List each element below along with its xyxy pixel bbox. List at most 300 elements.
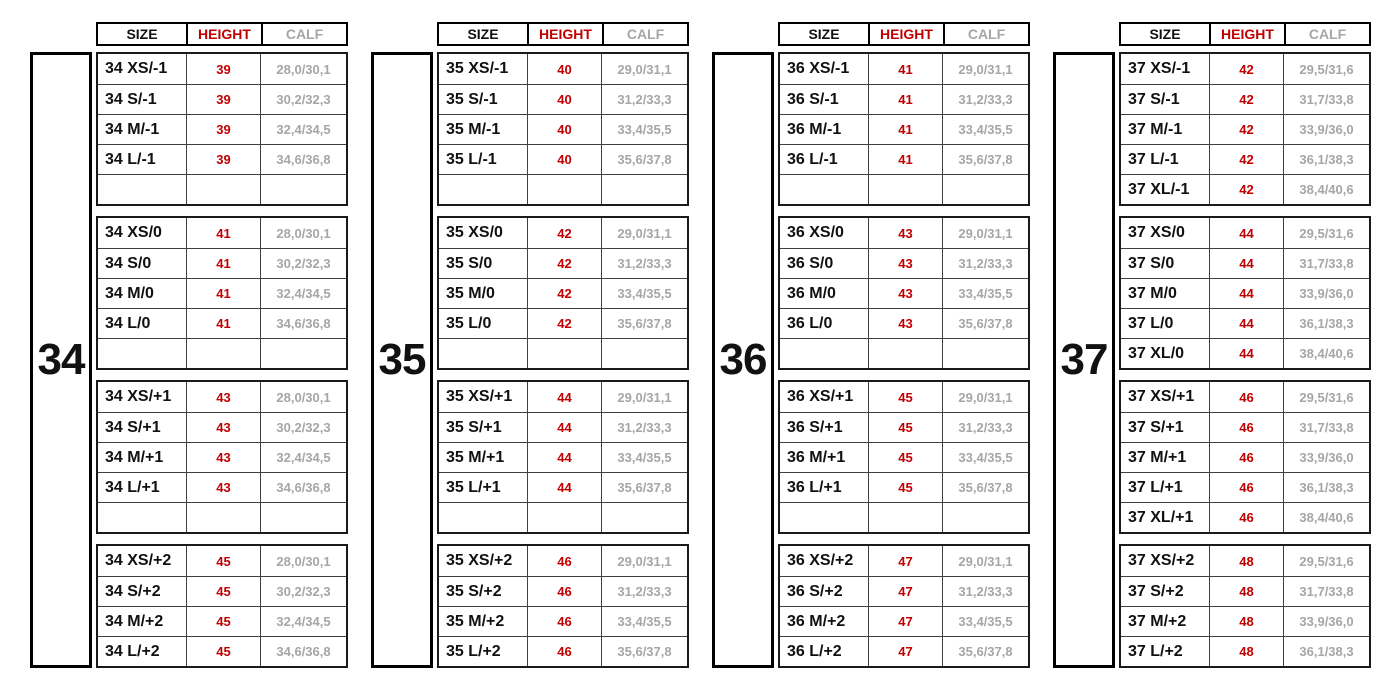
empty-row bbox=[780, 502, 1028, 532]
size-cell: 34 M/+2 bbox=[105, 612, 164, 630]
size-row bbox=[98, 576, 346, 606]
size-cell: 37 XS/0 bbox=[1128, 224, 1185, 241]
size-block bbox=[778, 52, 1030, 206]
height-cell: 41 bbox=[186, 279, 260, 308]
size-row bbox=[98, 114, 346, 144]
size-block bbox=[778, 544, 1030, 668]
height-cell: 45 bbox=[868, 413, 942, 442]
calf-cell: 29,5/31,6 bbox=[1283, 546, 1369, 576]
calf-cell: 32,4/34,5 bbox=[260, 279, 346, 308]
size-cell bbox=[98, 503, 186, 532]
height-cell: 40 bbox=[527, 85, 601, 114]
height-column-header: HEIGHT bbox=[868, 24, 943, 44]
height-cell bbox=[186, 175, 260, 204]
height-cell: 40 bbox=[527, 145, 601, 174]
size-cell: 37 M/-1 bbox=[1128, 120, 1183, 138]
height-column-header: HEIGHT bbox=[186, 24, 261, 44]
calf-cell: 33,9/36,0 bbox=[1283, 443, 1369, 472]
calf-cell: 29,0/31,1 bbox=[942, 218, 1028, 248]
calf-cell: 33,4/35,5 bbox=[601, 279, 687, 308]
calf-cell: 29,0/31,1 bbox=[601, 546, 687, 576]
calf-cell: 31,7/33,8 bbox=[1283, 85, 1369, 114]
size-column-header: SIZE bbox=[467, 26, 499, 42]
size-row bbox=[439, 248, 687, 278]
height-cell: 44 bbox=[1209, 249, 1283, 278]
size-row bbox=[780, 636, 1028, 666]
empty-row bbox=[98, 338, 346, 368]
shoe-size-box bbox=[371, 52, 433, 668]
calf-cell: 31,2/33,3 bbox=[942, 249, 1028, 278]
calf-cell bbox=[942, 175, 1028, 204]
height-cell: 42 bbox=[527, 309, 601, 338]
size-row bbox=[780, 382, 1028, 412]
size-cell: 35 M/-1 bbox=[446, 120, 501, 138]
shoe-size-label: 34 bbox=[37, 335, 85, 384]
size-cell bbox=[98, 339, 186, 368]
size-row bbox=[1121, 174, 1369, 204]
height-cell: 47 bbox=[868, 637, 942, 666]
height-cell: 45 bbox=[868, 443, 942, 472]
calf-cell: 38,4/40,6 bbox=[1283, 339, 1369, 368]
calf-cell: 33,4/35,5 bbox=[601, 115, 687, 144]
calf-cell: 35,6/37,8 bbox=[601, 145, 687, 174]
height-cell: 41 bbox=[186, 309, 260, 338]
calf-cell: 34,6/36,8 bbox=[260, 473, 346, 502]
calf-cell: 34,6/36,8 bbox=[260, 145, 346, 174]
calf-cell: 33,4/35,5 bbox=[601, 443, 687, 472]
size-cell: 34 XS/0 bbox=[105, 224, 162, 241]
size-cell: 35 L/+1 bbox=[446, 478, 501, 496]
calf-cell: 29,0/31,1 bbox=[942, 382, 1028, 412]
size-row bbox=[439, 144, 687, 174]
height-cell: 39 bbox=[186, 54, 260, 84]
calf-cell: 34,6/36,8 bbox=[260, 309, 346, 338]
size-row bbox=[98, 546, 346, 576]
size-row bbox=[1121, 606, 1369, 636]
height-cell: 46 bbox=[527, 637, 601, 666]
calf-cell: 36,1/38,3 bbox=[1283, 309, 1369, 338]
size-group bbox=[712, 22, 1030, 668]
size-row bbox=[98, 472, 346, 502]
size-cell: 37 S/-1 bbox=[1128, 90, 1180, 108]
size-row bbox=[1121, 546, 1369, 576]
empty-row bbox=[98, 174, 346, 204]
size-cell: 34 XS/+2 bbox=[105, 552, 172, 569]
size-row bbox=[780, 248, 1028, 278]
size-row bbox=[98, 412, 346, 442]
size-cell: 36 L/-1 bbox=[787, 150, 838, 168]
height-cell: 44 bbox=[1209, 339, 1283, 368]
height-cell: 45 bbox=[186, 546, 260, 576]
height-cell: 48 bbox=[1209, 577, 1283, 606]
size-cell: 35 S/-1 bbox=[446, 90, 498, 108]
height-cell bbox=[186, 503, 260, 532]
size-row bbox=[1121, 382, 1369, 412]
size-row bbox=[1121, 308, 1369, 338]
table-header-row bbox=[1119, 22, 1371, 46]
size-row bbox=[1121, 502, 1369, 532]
size-cell: 37 L/+2 bbox=[1128, 642, 1183, 660]
size-row bbox=[439, 412, 687, 442]
size-cell: 36 S/+1 bbox=[787, 418, 843, 436]
size-cell: 34 L/-1 bbox=[105, 150, 156, 168]
calf-cell: 36,1/38,3 bbox=[1283, 473, 1369, 502]
height-cell: 44 bbox=[527, 413, 601, 442]
height-cell: 45 bbox=[868, 382, 942, 412]
size-cell: 36 XS/0 bbox=[787, 224, 844, 241]
table-header-row bbox=[778, 22, 1030, 46]
calf-cell: 35,6/37,8 bbox=[942, 637, 1028, 666]
size-cell: 34 XS/+1 bbox=[105, 388, 172, 405]
height-cell: 45 bbox=[186, 607, 260, 636]
height-cell bbox=[527, 503, 601, 532]
size-cell bbox=[780, 175, 868, 204]
size-row bbox=[98, 606, 346, 636]
calf-cell: 31,2/33,3 bbox=[601, 413, 687, 442]
size-cell bbox=[780, 339, 868, 368]
shoe-size-label: 35 bbox=[378, 335, 426, 384]
size-block bbox=[437, 544, 689, 668]
calf-cell bbox=[601, 175, 687, 204]
size-row bbox=[1121, 218, 1369, 248]
size-block bbox=[96, 216, 348, 370]
size-row bbox=[1121, 338, 1369, 368]
size-cell: 36 L/0 bbox=[787, 314, 833, 332]
height-cell: 43 bbox=[186, 473, 260, 502]
size-cell: 35 S/0 bbox=[446, 254, 493, 272]
height-cell: 40 bbox=[527, 115, 601, 144]
height-cell bbox=[868, 503, 942, 532]
size-cell: 37 XL/0 bbox=[1128, 344, 1185, 362]
height-cell bbox=[527, 339, 601, 368]
size-row bbox=[1121, 442, 1369, 472]
size-row bbox=[780, 472, 1028, 502]
height-cell: 41 bbox=[868, 85, 942, 114]
size-row bbox=[439, 54, 687, 84]
calf-cell: 31,7/33,8 bbox=[1283, 413, 1369, 442]
size-cell: 35 M/+1 bbox=[446, 448, 505, 466]
size-tables bbox=[1119, 22, 1371, 668]
size-cell: 35 XS/+1 bbox=[446, 388, 513, 405]
size-cell: 35 XS/-1 bbox=[446, 60, 509, 77]
size-cell: 37 L/-1 bbox=[1128, 150, 1179, 168]
size-row bbox=[98, 84, 346, 114]
height-cell: 43 bbox=[868, 249, 942, 278]
size-cell: 37 S/+2 bbox=[1128, 582, 1184, 600]
shoe-size-label: 36 bbox=[719, 335, 767, 384]
height-cell: 43 bbox=[868, 279, 942, 308]
calf-cell: 32,4/34,5 bbox=[260, 443, 346, 472]
height-cell: 46 bbox=[527, 577, 601, 606]
size-block bbox=[1119, 380, 1371, 534]
height-cell: 41 bbox=[868, 115, 942, 144]
calf-cell: 28,0/30,1 bbox=[260, 546, 346, 576]
size-cell: 34 M/-1 bbox=[105, 120, 160, 138]
size-row bbox=[439, 114, 687, 144]
calf-cell: 31,2/33,3 bbox=[601, 85, 687, 114]
calf-cell bbox=[601, 503, 687, 532]
size-cell: 35 L/-1 bbox=[446, 150, 497, 168]
size-row bbox=[439, 84, 687, 114]
calf-cell: 33,9/36,0 bbox=[1283, 607, 1369, 636]
size-block bbox=[778, 216, 1030, 370]
height-cell: 42 bbox=[1209, 85, 1283, 114]
size-block bbox=[96, 52, 348, 206]
height-cell: 47 bbox=[868, 607, 942, 636]
calf-cell: 30,2/32,3 bbox=[260, 413, 346, 442]
calf-cell: 32,4/34,5 bbox=[260, 115, 346, 144]
height-cell bbox=[186, 339, 260, 368]
height-cell: 41 bbox=[186, 249, 260, 278]
size-cell: 34 XS/-1 bbox=[105, 60, 168, 77]
size-row bbox=[1121, 248, 1369, 278]
height-cell: 44 bbox=[1209, 218, 1283, 248]
height-column-header: HEIGHT bbox=[527, 24, 602, 44]
calf-cell: 36,1/38,3 bbox=[1283, 637, 1369, 666]
calf-column-header: CALF bbox=[943, 24, 1028, 44]
size-row bbox=[780, 442, 1028, 472]
size-row bbox=[439, 606, 687, 636]
size-row bbox=[98, 636, 346, 666]
height-cell: 46 bbox=[527, 607, 601, 636]
calf-cell bbox=[942, 503, 1028, 532]
size-cell: 36 S/0 bbox=[787, 254, 834, 272]
size-cell: 37 S/+1 bbox=[1128, 418, 1184, 436]
calf-cell: 29,5/31,6 bbox=[1283, 54, 1369, 84]
height-cell: 42 bbox=[1209, 175, 1283, 204]
table-header-row bbox=[437, 22, 689, 46]
shoe-size-box bbox=[1053, 52, 1115, 668]
size-cell: 36 M/+2 bbox=[787, 612, 846, 630]
size-row bbox=[98, 248, 346, 278]
shoe-size-label: 37 bbox=[1060, 335, 1108, 384]
height-cell bbox=[527, 175, 601, 204]
height-cell: 46 bbox=[1209, 473, 1283, 502]
size-block bbox=[1119, 544, 1371, 668]
calf-cell bbox=[942, 339, 1028, 368]
calf-cell: 29,0/31,1 bbox=[601, 382, 687, 412]
height-cell: 45 bbox=[186, 577, 260, 606]
empty-row bbox=[98, 502, 346, 532]
height-cell: 39 bbox=[186, 85, 260, 114]
size-row bbox=[439, 472, 687, 502]
calf-cell: 31,2/33,3 bbox=[601, 577, 687, 606]
calf-cell: 31,7/33,8 bbox=[1283, 249, 1369, 278]
size-row bbox=[1121, 412, 1369, 442]
size-row bbox=[1121, 576, 1369, 606]
size-row bbox=[780, 144, 1028, 174]
size-cell: 36 S/+2 bbox=[787, 582, 843, 600]
empty-row bbox=[439, 502, 687, 532]
size-cell: 35 XS/0 bbox=[446, 224, 503, 241]
calf-cell: 31,2/33,3 bbox=[942, 577, 1028, 606]
size-row bbox=[98, 442, 346, 472]
height-cell: 46 bbox=[1209, 413, 1283, 442]
calf-column-header: CALF bbox=[261, 24, 346, 44]
height-cell: 44 bbox=[1209, 279, 1283, 308]
size-row bbox=[780, 54, 1028, 84]
size-row bbox=[1121, 54, 1369, 84]
size-block bbox=[1119, 52, 1371, 206]
shoe-size-box bbox=[30, 52, 92, 668]
size-row bbox=[98, 144, 346, 174]
size-row bbox=[439, 442, 687, 472]
height-cell: 44 bbox=[527, 382, 601, 412]
height-cell: 45 bbox=[868, 473, 942, 502]
size-row bbox=[780, 84, 1028, 114]
size-cell: 36 M/0 bbox=[787, 284, 836, 302]
empty-row bbox=[439, 338, 687, 368]
size-row bbox=[780, 606, 1028, 636]
calf-cell: 29,0/31,1 bbox=[942, 54, 1028, 84]
size-row bbox=[1121, 636, 1369, 666]
height-cell: 39 bbox=[186, 115, 260, 144]
height-cell: 43 bbox=[868, 309, 942, 338]
empty-row bbox=[780, 338, 1028, 368]
size-row bbox=[439, 576, 687, 606]
size-cell: 37 XL/+1 bbox=[1128, 508, 1194, 526]
height-cell: 42 bbox=[527, 279, 601, 308]
size-row bbox=[439, 382, 687, 412]
calf-cell: 33,9/36,0 bbox=[1283, 115, 1369, 144]
size-group bbox=[1053, 22, 1371, 668]
height-cell: 46 bbox=[1209, 382, 1283, 412]
size-row bbox=[1121, 472, 1369, 502]
calf-cell: 30,2/32,3 bbox=[260, 249, 346, 278]
height-cell: 41 bbox=[868, 54, 942, 84]
size-cell: 34 L/0 bbox=[105, 314, 151, 332]
size-row bbox=[780, 546, 1028, 576]
height-cell: 42 bbox=[527, 218, 601, 248]
height-cell: 42 bbox=[1209, 115, 1283, 144]
size-cell: 37 XS/+2 bbox=[1128, 552, 1195, 569]
height-cell: 41 bbox=[186, 218, 260, 248]
calf-cell bbox=[260, 175, 346, 204]
calf-cell: 30,2/32,3 bbox=[260, 85, 346, 114]
height-cell: 46 bbox=[1209, 443, 1283, 472]
size-cell: 34 L/+2 bbox=[105, 642, 160, 660]
size-cell: 37 M/0 bbox=[1128, 284, 1177, 302]
size-cell: 36 S/-1 bbox=[787, 90, 839, 108]
size-cell: 35 L/0 bbox=[446, 314, 492, 332]
size-row bbox=[439, 308, 687, 338]
size-row bbox=[98, 218, 346, 248]
calf-cell: 29,5/31,6 bbox=[1283, 382, 1369, 412]
size-cell: 35 S/+2 bbox=[446, 582, 502, 600]
calf-column-header: CALF bbox=[1284, 24, 1369, 44]
calf-cell: 31,2/33,3 bbox=[601, 249, 687, 278]
size-cell: 34 M/0 bbox=[105, 284, 154, 302]
size-row bbox=[439, 636, 687, 666]
size-group bbox=[30, 22, 348, 668]
calf-cell: 33,4/35,5 bbox=[942, 443, 1028, 472]
size-cell: 37 M/+2 bbox=[1128, 612, 1187, 630]
size-cell: 34 S/-1 bbox=[105, 90, 157, 108]
calf-cell: 32,4/34,5 bbox=[260, 607, 346, 636]
size-row bbox=[780, 114, 1028, 144]
calf-cell: 31,7/33,8 bbox=[1283, 577, 1369, 606]
calf-cell: 35,6/37,8 bbox=[601, 309, 687, 338]
size-group bbox=[371, 22, 689, 668]
calf-cell: 33,9/36,0 bbox=[1283, 279, 1369, 308]
height-cell: 45 bbox=[186, 637, 260, 666]
size-row bbox=[1121, 114, 1369, 144]
calf-cell bbox=[260, 503, 346, 532]
size-block bbox=[1119, 216, 1371, 370]
calf-cell: 33,4/35,5 bbox=[942, 115, 1028, 144]
size-tables bbox=[778, 22, 1030, 668]
calf-cell: 29,0/31,1 bbox=[601, 218, 687, 248]
size-column-header: SIZE bbox=[1149, 26, 1181, 42]
height-column-header: HEIGHT bbox=[1209, 24, 1284, 44]
height-cell: 44 bbox=[527, 473, 601, 502]
height-cell: 41 bbox=[868, 145, 942, 174]
size-cell: 34 L/+1 bbox=[105, 478, 160, 496]
height-cell: 43 bbox=[186, 413, 260, 442]
height-cell: 48 bbox=[1209, 546, 1283, 576]
size-cell: 37 L/0 bbox=[1128, 314, 1174, 332]
size-cell: 36 M/-1 bbox=[787, 120, 842, 138]
size-block bbox=[96, 544, 348, 668]
size-cell: 35 M/+2 bbox=[446, 612, 505, 630]
calf-cell: 34,6/36,8 bbox=[260, 637, 346, 666]
shoe-size-box bbox=[712, 52, 774, 668]
size-block bbox=[437, 216, 689, 370]
calf-cell: 31,2/33,3 bbox=[942, 85, 1028, 114]
size-block bbox=[437, 380, 689, 534]
height-cell: 46 bbox=[1209, 503, 1283, 532]
size-cell: 36 XS/+1 bbox=[787, 388, 854, 405]
size-block bbox=[437, 52, 689, 206]
height-cell: 43 bbox=[186, 443, 260, 472]
calf-cell: 28,0/30,1 bbox=[260, 382, 346, 412]
height-cell: 48 bbox=[1209, 607, 1283, 636]
height-cell bbox=[868, 339, 942, 368]
height-cell: 44 bbox=[1209, 309, 1283, 338]
size-row bbox=[780, 308, 1028, 338]
calf-cell: 35,6/37,8 bbox=[601, 637, 687, 666]
calf-cell: 33,4/35,5 bbox=[942, 279, 1028, 308]
size-cell: 36 L/+1 bbox=[787, 478, 842, 496]
size-cell: 34 S/+1 bbox=[105, 418, 161, 436]
calf-cell: 38,4/40,6 bbox=[1283, 503, 1369, 532]
size-cell: 34 S/0 bbox=[105, 254, 152, 272]
size-row bbox=[439, 546, 687, 576]
calf-cell: 33,4/35,5 bbox=[601, 607, 687, 636]
size-cell: 37 XS/-1 bbox=[1128, 60, 1191, 77]
empty-row bbox=[439, 174, 687, 204]
size-cell: 34 S/+2 bbox=[105, 582, 161, 600]
calf-cell: 35,6/37,8 bbox=[942, 309, 1028, 338]
height-cell bbox=[868, 175, 942, 204]
calf-cell: 35,6/37,8 bbox=[601, 473, 687, 502]
calf-cell: 29,0/31,1 bbox=[601, 54, 687, 84]
size-cell: 35 XS/+2 bbox=[446, 552, 513, 569]
height-cell: 44 bbox=[527, 443, 601, 472]
height-cell: 47 bbox=[868, 577, 942, 606]
size-cell: 37 XL/-1 bbox=[1128, 180, 1190, 198]
size-cell: 35 L/+2 bbox=[446, 642, 501, 660]
size-tables bbox=[437, 22, 689, 668]
size-block bbox=[96, 380, 348, 534]
height-cell: 47 bbox=[868, 546, 942, 576]
height-cell: 43 bbox=[186, 382, 260, 412]
size-row bbox=[780, 218, 1028, 248]
calf-cell: 35,6/37,8 bbox=[942, 145, 1028, 174]
size-cell: 36 M/+1 bbox=[787, 448, 846, 466]
size-cell: 35 M/0 bbox=[446, 284, 495, 302]
size-row bbox=[1121, 278, 1369, 308]
